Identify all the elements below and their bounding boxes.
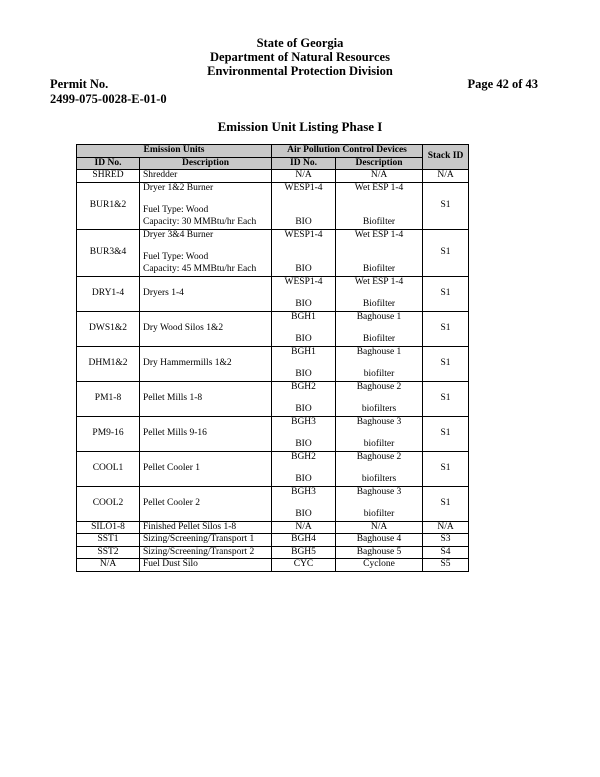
device-id: BGH3 <box>291 486 316 497</box>
unit-id-cell <box>77 346 140 381</box>
unit-id-cell <box>77 416 140 451</box>
unit-description-cell <box>140 486 272 521</box>
table-row <box>77 416 469 451</box>
unit-id-cell <box>77 546 140 559</box>
cell-stack <box>275 230 332 276</box>
device-description: Cyclone <box>363 559 395 569</box>
unit-id: DWS1&2 <box>89 322 127 333</box>
unit-id: COOL2 <box>92 497 124 508</box>
stack-id: S3 <box>440 534 451 544</box>
unit-id: SILO1-8 <box>91 521 125 532</box>
cell-stack <box>275 547 332 559</box>
header-unit-id: ID No. <box>77 157 140 170</box>
cell-stack <box>275 312 332 346</box>
cell-stack <box>275 487 332 521</box>
cell-stack <box>339 534 419 546</box>
device-description: Baghouse 1 <box>356 346 402 357</box>
unit-description-line: Pellet Cooler 2 <box>143 497 200 508</box>
device-id-cell <box>272 182 336 229</box>
device-description-cell <box>336 381 423 416</box>
device-id: BGH4 <box>291 534 316 544</box>
unit-description-line: Fuel Dust Silo <box>143 559 198 569</box>
unit-id-cell <box>77 521 140 534</box>
unit-description-line: Dry Wood Silos 1&2 <box>143 322 224 333</box>
device-description-cell <box>336 346 423 381</box>
device-id: BGH1 <box>291 311 316 322</box>
device-id-cell <box>272 534 336 547</box>
cell-stack <box>339 347 419 381</box>
stack-id-cell <box>423 346 469 381</box>
device-id: BGH3 <box>291 416 316 427</box>
device-id: BIO <box>295 264 312 274</box>
unit-description-cell <box>140 451 272 486</box>
device-id: WESP1-4 <box>284 182 323 193</box>
page-title: Emission Unit Listing Phase I <box>217 119 383 134</box>
header-apcd: Air Pollution Control Devices <box>272 145 423 158</box>
device-id-cell <box>272 311 336 346</box>
stack-id-cell <box>423 276 469 311</box>
header-state: State of Georgia <box>256 36 344 50</box>
table-row <box>77 229 469 276</box>
unit-id-cell <box>77 534 140 547</box>
device-id-cell <box>272 381 336 416</box>
stack-id-cell <box>423 381 469 416</box>
device-id: WESP1-4 <box>284 276 323 287</box>
device-description: Biofilter <box>362 217 396 227</box>
unit-description-cell <box>140 229 272 276</box>
device-description-cell <box>336 182 423 229</box>
cell-stack <box>339 417 419 451</box>
device-description: Baghouse 3 <box>356 416 402 427</box>
cell-stack <box>275 170 332 182</box>
device-description: biofilter <box>363 369 395 379</box>
table-row <box>77 381 469 416</box>
unit-description-line: Capacity: 30 MMBtu/hr Each <box>143 216 257 227</box>
header-stack-id: Stack ID <box>423 145 469 170</box>
cell-stack <box>275 452 332 486</box>
device-description-cell <box>336 546 423 559</box>
unit-description-cell <box>140 311 272 346</box>
line-gap <box>143 194 268 205</box>
device-description-cell <box>336 451 423 486</box>
device-description-cell <box>336 170 423 183</box>
device-id-cell <box>272 451 336 486</box>
device-description: Baghouse 5 <box>356 546 402 557</box>
device-description-cell <box>336 521 423 534</box>
cell-stack <box>339 183 419 229</box>
table-row <box>77 534 469 547</box>
table-row <box>77 559 469 572</box>
unit-id: SST2 <box>97 546 119 557</box>
device-description: N/A <box>370 521 388 532</box>
unit-id: PM1-8 <box>94 392 122 403</box>
device-description: biofilters <box>361 474 397 484</box>
device-id-cell <box>272 546 336 559</box>
device-description: biofilter <box>363 439 395 449</box>
stack-id: S1 <box>440 427 451 438</box>
device-id: BIO <box>295 439 312 449</box>
unit-id-cell <box>77 276 140 311</box>
unit-description-line: Fuel Type: Wood <box>143 205 209 216</box>
cell-stack <box>275 559 332 571</box>
device-id-cell <box>272 170 336 183</box>
stack-id: S1 <box>440 392 451 403</box>
unit-description-cell <box>140 416 272 451</box>
cell-stack <box>339 312 419 346</box>
unit-description-cell <box>140 381 272 416</box>
stack-id-cell <box>423 229 469 276</box>
device-description-cell <box>336 486 423 521</box>
cell-stack <box>339 230 419 276</box>
unit-id: BUR1&2 <box>89 199 127 210</box>
unit-id-cell <box>77 182 140 229</box>
cell-stack <box>275 277 332 311</box>
device-id: BIO <box>295 217 312 227</box>
device-description-cell <box>336 559 423 572</box>
header-division: Environmental Protection Division <box>207 64 393 78</box>
device-description: Baghouse 2 <box>356 381 402 392</box>
stack-id-cell <box>423 182 469 229</box>
device-id: BIO <box>295 474 312 484</box>
table-row <box>77 276 469 311</box>
stack-id-cell <box>423 521 469 534</box>
device-id-cell <box>272 486 336 521</box>
emission-unit-table <box>76 144 469 572</box>
stack-id-cell <box>423 170 469 183</box>
device-description: biofilters <box>361 404 397 414</box>
device-description: biofilter <box>363 509 395 519</box>
unit-id-cell <box>77 451 140 486</box>
unit-id: N/A <box>99 559 117 569</box>
unit-description-cell <box>140 276 272 311</box>
header-department: Department of Natural Resources <box>210 50 390 64</box>
table-row <box>77 486 469 521</box>
device-description: Biofilter <box>362 264 396 274</box>
unit-id-cell <box>77 559 140 572</box>
unit-description-line: Dryers 1-4 <box>143 287 184 298</box>
device-id: N/A <box>295 170 312 180</box>
cell-stack <box>339 170 419 182</box>
device-description-cell <box>336 416 423 451</box>
unit-description-cell <box>140 546 272 559</box>
stack-id: S1 <box>440 497 451 508</box>
unit-description-line: Finished Pellet Silos 1-8 <box>143 521 237 532</box>
page-number: Page 42 of 43 <box>467 77 538 91</box>
cell-stack <box>339 452 419 486</box>
unit-description-line: Pellet Mills 9-16 <box>143 427 207 438</box>
unit-id: BUR3&4 <box>89 246 127 257</box>
unit-description-cell <box>140 534 272 547</box>
device-id: BIO <box>295 509 312 519</box>
unit-description-cell <box>140 170 272 183</box>
stack-id-cell <box>423 416 469 451</box>
unit-id-cell <box>77 170 140 183</box>
unit-id-cell <box>77 311 140 346</box>
cell-stack <box>339 522 419 534</box>
device-id: BIO <box>295 299 312 309</box>
device-description: Baghouse 2 <box>356 451 402 462</box>
unit-id-cell <box>77 229 140 276</box>
cell-stack <box>275 417 332 451</box>
unit-description-line: Dryer 3&4 Burner <box>143 229 214 240</box>
stack-id-cell <box>423 311 469 346</box>
table-row <box>77 182 469 229</box>
table-row <box>77 170 469 183</box>
table-row <box>77 346 469 381</box>
unit-id-cell <box>77 381 140 416</box>
device-description-cell <box>336 276 423 311</box>
device-id: BIO <box>295 369 312 379</box>
stack-id: N/A <box>437 170 454 180</box>
device-id: BGH5 <box>291 546 316 557</box>
unit-description-cell <box>140 346 272 381</box>
device-description: Baghouse 4 <box>356 534 402 544</box>
stack-id: S1 <box>440 199 451 210</box>
device-id: BGH2 <box>291 451 316 462</box>
unit-id: PM9-16 <box>92 427 124 438</box>
device-id: CYC <box>293 559 314 569</box>
unit-description-line: Pellet Mills 1-8 <box>143 392 203 403</box>
device-description: Wet ESP 1-4 <box>354 229 404 240</box>
device-id: N/A <box>295 521 312 532</box>
unit-id: SST1 <box>97 534 119 544</box>
device-description: Wet ESP 1-4 <box>354 182 404 193</box>
line-gap <box>143 241 268 252</box>
unit-description-line: Fuel Type: Wood <box>143 252 209 263</box>
stack-id: S1 <box>440 287 451 298</box>
device-id: BIO <box>295 334 312 344</box>
unit-id-cell <box>77 486 140 521</box>
unit-description-line: Capacity: 45 MMBtu/hr Each <box>143 263 257 274</box>
stack-id-cell <box>423 546 469 559</box>
cell-stack <box>339 382 419 416</box>
header-device-description: Description <box>336 157 423 170</box>
cell-stack <box>275 534 332 546</box>
permit-block <box>50 77 167 107</box>
device-id: BGH1 <box>291 346 316 357</box>
device-description-cell <box>336 311 423 346</box>
table-row <box>77 521 469 534</box>
cell-stack <box>339 547 419 559</box>
device-id-cell <box>272 229 336 276</box>
header-unit-description: Description <box>140 157 272 170</box>
stack-id: N/A <box>437 521 454 532</box>
table-group-header-row <box>77 145 469 158</box>
unit-description-cell <box>140 559 272 572</box>
device-description-cell <box>336 229 423 276</box>
unit-id: DHM1&2 <box>88 357 128 368</box>
device-id-cell <box>272 416 336 451</box>
table-row <box>77 546 469 559</box>
device-description: Wet ESP 1-4 <box>354 276 404 287</box>
unit-description-line: Sizing/Screening/Transport 1 <box>143 534 255 544</box>
device-description: Biofilter <box>362 299 396 309</box>
cell-stack <box>275 347 332 381</box>
device-id-cell <box>272 346 336 381</box>
stack-id-cell <box>423 451 469 486</box>
stack-id: S1 <box>440 357 451 368</box>
cell-stack <box>339 559 419 571</box>
device-description: Biofilter <box>362 334 396 344</box>
header-emission-units: Emission Units <box>77 145 272 158</box>
device-description-cell <box>336 534 423 547</box>
table-row <box>77 311 469 346</box>
stack-id: S1 <box>440 322 451 333</box>
stack-id-cell <box>423 559 469 572</box>
cell-stack <box>339 487 419 521</box>
permit-number: 2499-075-0028-E-01-0 <box>50 92 167 106</box>
stack-id: S4 <box>440 546 451 557</box>
stack-id: S5 <box>440 559 451 569</box>
device-description: Baghouse 3 <box>356 486 402 497</box>
unit-id: COOL1 <box>92 462 124 473</box>
unit-description-cell <box>140 521 272 534</box>
cell-stack <box>339 277 419 311</box>
device-id: BGH2 <box>291 381 316 392</box>
unit-description-line: Dry Hammermills 1&2 <box>143 357 232 368</box>
table-sub-header-row <box>77 157 469 170</box>
unit-description-line: Shredder <box>143 170 178 180</box>
unit-description-cell <box>140 182 272 229</box>
device-id-cell <box>272 559 336 572</box>
table-body <box>77 170 469 572</box>
device-description: Baghouse 1 <box>356 311 402 322</box>
device-id-cell <box>272 276 336 311</box>
device-id: BIO <box>295 404 312 414</box>
cell-stack <box>275 183 332 229</box>
unit-description-line: Dryer 1&2 Burner <box>143 182 214 193</box>
stack-id-cell <box>423 534 469 547</box>
table-row <box>77 451 469 486</box>
stack-id-cell <box>423 486 469 521</box>
cell-stack <box>275 382 332 416</box>
unit-id: SHRED <box>92 170 124 180</box>
stack-id: S1 <box>440 246 451 257</box>
unit-description-line: Pellet Cooler 1 <box>143 462 200 473</box>
header-device-id: ID No. <box>272 157 336 170</box>
permit-label: Permit No. <box>50 77 109 91</box>
device-id: WESP1-4 <box>284 229 323 240</box>
unit-id: DRY1-4 <box>91 287 125 298</box>
cell-stack <box>275 522 332 534</box>
stack-id: S1 <box>440 462 451 473</box>
device-id-cell <box>272 521 336 534</box>
device-description: N/A <box>370 170 388 180</box>
unit-description-line: Sizing/Screening/Transport 2 <box>143 546 255 557</box>
